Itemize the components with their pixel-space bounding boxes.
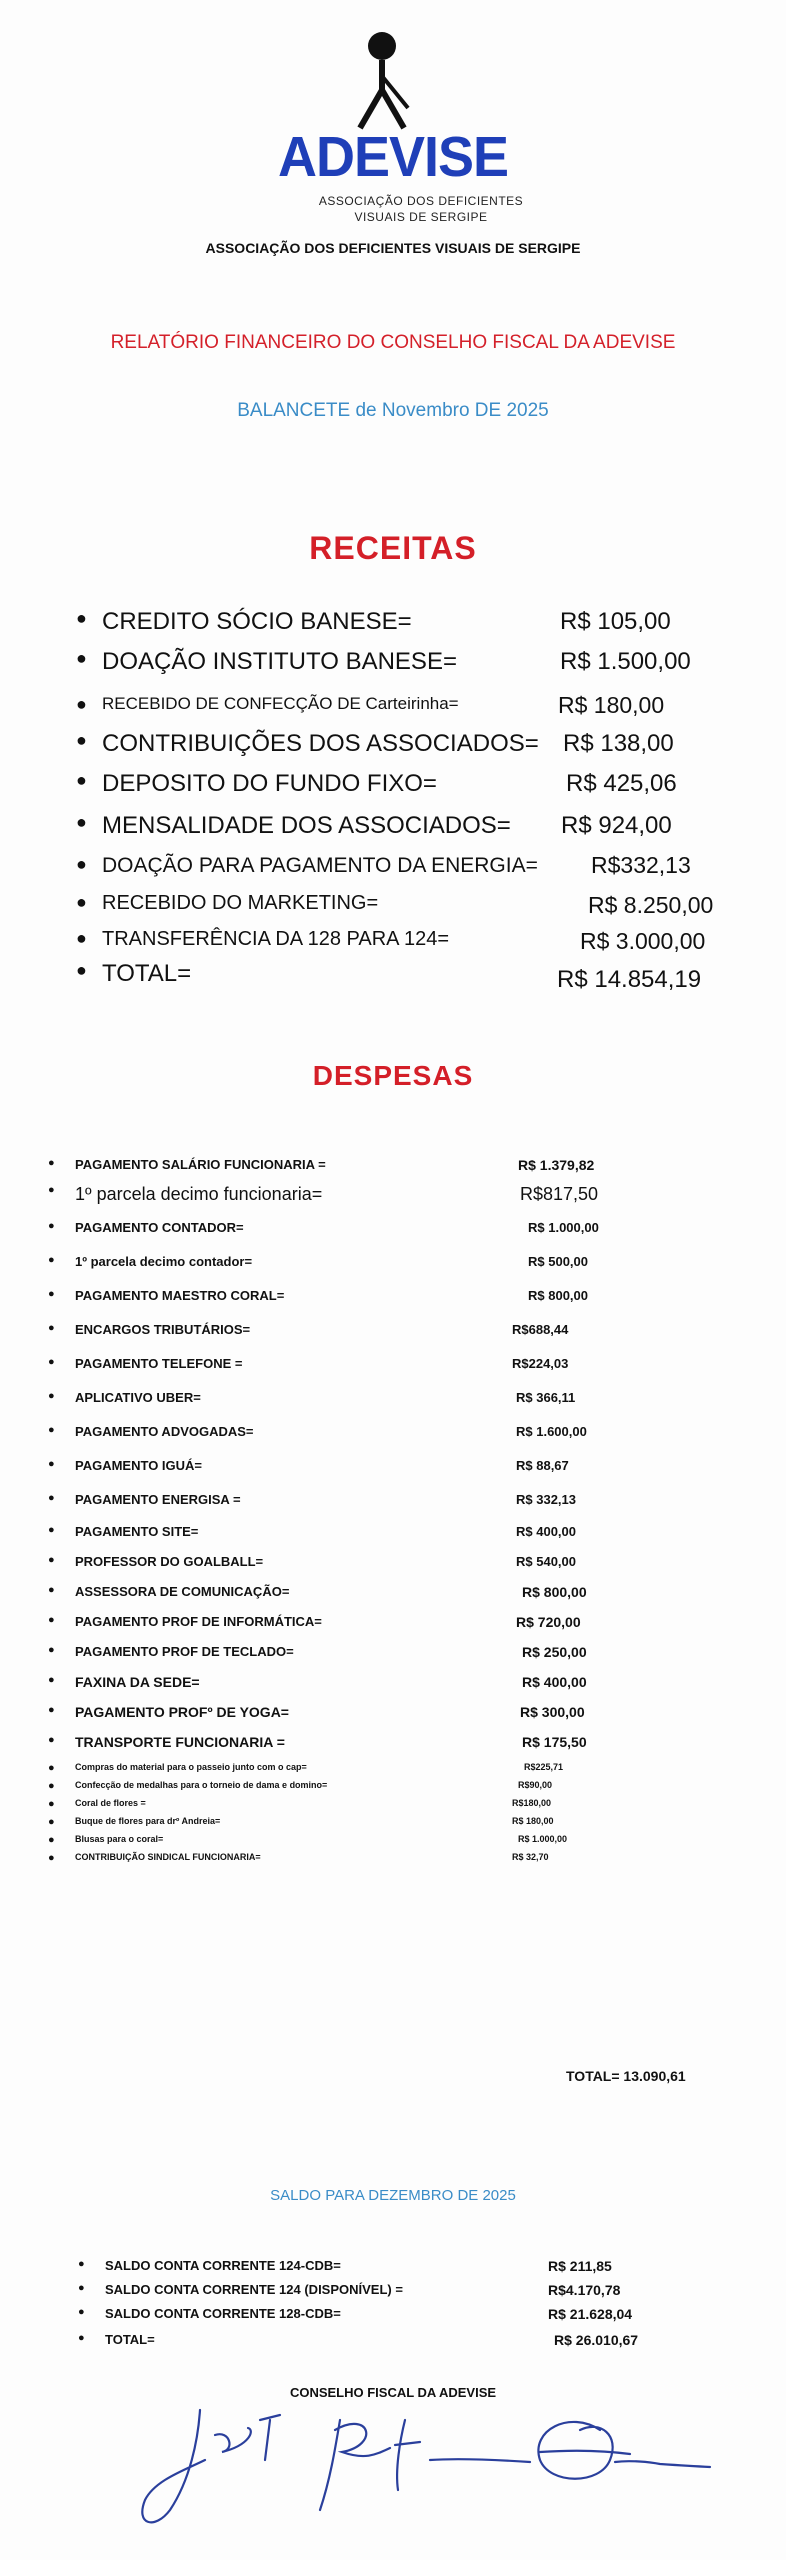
bullet-icon: ● bbox=[48, 1734, 55, 1746]
receita-value: R$332,13 bbox=[591, 852, 691, 878]
bullet-icon: ● bbox=[48, 1762, 55, 1774]
bullet-icon: ● bbox=[48, 1157, 55, 1169]
despesa-value: R$ 180,00 bbox=[512, 1816, 554, 1826]
despesa-label: APLICATIVO UBER= bbox=[75, 1390, 201, 1405]
despesa-label: PAGAMENTO MAESTRO CORAL= bbox=[75, 1288, 285, 1303]
logo-figure-icon bbox=[342, 28, 422, 138]
despesas-heading: DESPESAS bbox=[312, 1060, 474, 1091]
despesa-label: 1º parcela decimo contador= bbox=[75, 1254, 253, 1269]
receita-label: RECEBIDO DO MARKETING= bbox=[102, 892, 379, 914]
despesa-label: CONTRIBUIÇÃO SINDICAL FUNCIONARIA= bbox=[75, 1852, 261, 1862]
bullet-icon: ● bbox=[78, 2282, 85, 2294]
despesa-label: Coral de flores = bbox=[75, 1798, 146, 1808]
bullet-icon: ● bbox=[48, 1458, 55, 1470]
logo-wordmark: ADEVISE bbox=[277, 125, 509, 189]
receita-value: R$ 180,00 bbox=[558, 692, 665, 718]
bullet-icon: ● bbox=[48, 1424, 55, 1436]
despesa-label: FAXINA DA SEDE= bbox=[75, 1674, 200, 1690]
receita-row bbox=[60, 960, 740, 994]
report-title: RELATÓRIO FINANCEIRO DO CONSELHO FISCAL DA ADEVISE bbox=[110, 332, 676, 353]
logo-subtitle-line1: ASSOCIAÇÃO DOS DEFICIENTES bbox=[318, 194, 524, 208]
bullet-icon: ● bbox=[48, 1288, 55, 1300]
bullet-icon: ● bbox=[76, 648, 87, 668]
receita-row bbox=[60, 730, 740, 764]
despesa-label: PAGAMENTO CONTADOR= bbox=[75, 1220, 244, 1235]
saldo-label: SALDO CONTA CORRENTE 128-CDB= bbox=[105, 2306, 341, 2321]
receita-value: R$ 8.250,00 bbox=[588, 892, 714, 918]
bullet-icon: ● bbox=[76, 694, 87, 714]
saldo-value: R$ 211,85 bbox=[548, 2258, 612, 2274]
despesa-label: PROFESSOR DO GOALBALL= bbox=[75, 1554, 264, 1569]
receita-row bbox=[60, 928, 740, 962]
bullet-icon: ● bbox=[48, 1798, 55, 1810]
despesa-value: R$ 1.000,00 bbox=[528, 1220, 599, 1235]
despesa-value: R$ 500,00 bbox=[528, 1254, 588, 1269]
despesa-value: R$224,03 bbox=[512, 1356, 569, 1371]
saldo-label: TOTAL= bbox=[105, 2332, 155, 2347]
receita-label: TOTAL= bbox=[102, 960, 192, 987]
despesa-value: R$ 175,50 bbox=[522, 1734, 587, 1750]
despesa-label: Blusas para o coral= bbox=[75, 1834, 164, 1844]
bullet-icon: ● bbox=[76, 730, 87, 750]
receita-total-value: R$ 14.854,19 bbox=[557, 966, 702, 993]
receita-label: MENSALIDADE DOS ASSOCIADOS= bbox=[102, 812, 511, 839]
organization-name: ASSOCIAÇÃO DOS DEFICIENTES VISUAIS DE SERGIPE bbox=[205, 240, 581, 256]
bullet-icon: ● bbox=[48, 1674, 55, 1686]
receita-label: RECEBIDO DE CONFECÇÃO DE Carteirinha= bbox=[102, 694, 459, 713]
bullet-icon: ● bbox=[78, 2332, 85, 2344]
despesa-value: R$ 800,00 bbox=[528, 1288, 588, 1303]
receita-label: TRANSFERÊNCIA DA 128 PARA 124= bbox=[102, 928, 450, 950]
receita-value: R$ 1.500,00 bbox=[560, 648, 691, 675]
saldo-value: R$4.170,78 bbox=[548, 2282, 621, 2298]
bullet-icon: ● bbox=[48, 1554, 55, 1566]
bullet-icon: ● bbox=[76, 770, 87, 790]
receita-label: DEPOSITO DO FUNDO FIXO= bbox=[102, 770, 437, 797]
bullet-icon: ● bbox=[48, 1780, 55, 1792]
despesa-label: PAGAMENTO PROF DE INFORMÁTICA= bbox=[75, 1614, 322, 1629]
despesa-value: R$ 1.600,00 bbox=[516, 1424, 587, 1439]
despesa-label: ASSESSORA DE COMUNICAÇÃO= bbox=[75, 1584, 290, 1599]
despesa-label: Compras do material para o passeio junto com o cap= bbox=[75, 1762, 307, 1772]
receita-label: DOAÇÃO PARA PAGAMENTO DA ENERGIA= bbox=[102, 854, 538, 877]
bullet-icon: ● bbox=[48, 1492, 55, 1504]
receita-row bbox=[60, 892, 740, 926]
signature-icon bbox=[130, 2390, 730, 2540]
despesa-value: R$ 1.000,00 bbox=[518, 1834, 568, 1844]
despesa-value: R$ 800,00 bbox=[522, 1584, 587, 1600]
bullet-icon: ● bbox=[48, 1220, 55, 1232]
receita-value: R$ 138,00 bbox=[563, 730, 674, 757]
despesa-value: R$688,44 bbox=[512, 1322, 569, 1337]
despesa-value: R$ 32,70 bbox=[512, 1852, 549, 1862]
despesa-value: R$ 88,67 bbox=[516, 1458, 569, 1473]
despesas-total: TOTAL= 13.090,61 bbox=[566, 2068, 686, 2084]
bullet-icon: ● bbox=[76, 812, 87, 832]
receita-label: DOAÇÃO INSTITUTO BANESE= bbox=[102, 648, 457, 675]
bullet-icon: ● bbox=[48, 1390, 55, 1402]
saldo-label: SALDO CONTA CORRENTE 124 (DISPONÍVEL) = bbox=[105, 2282, 403, 2297]
receitas-heading: RECEITAS bbox=[309, 530, 477, 566]
bullet-icon: ● bbox=[48, 1184, 55, 1196]
despesa-value: R$ 1.379,82 bbox=[518, 1157, 595, 1173]
despesa-label: PAGAMENTO SITE= bbox=[75, 1524, 199, 1539]
bullet-icon: ● bbox=[78, 2258, 85, 2270]
despesa-label: 1º parcela decimo funcionaria= bbox=[75, 1184, 323, 1204]
receita-value: R$ 425,06 bbox=[566, 770, 677, 797]
signature-caption: CONSELHO FISCAL DA ADEVISE bbox=[289, 2385, 497, 2400]
saldo-total-value: R$ 26.010,67 bbox=[554, 2332, 639, 2348]
despesa-label: PAGAMENTO IGUÁ= bbox=[75, 1458, 203, 1473]
despesa-label: Buque de flores para drº Andreia= bbox=[75, 1816, 221, 1826]
bullet-icon: ● bbox=[76, 854, 87, 874]
despesa-label: PAGAMENTO TELEFONE = bbox=[75, 1356, 243, 1371]
bullet-icon: ● bbox=[48, 1704, 55, 1716]
bullet-icon: ● bbox=[48, 1614, 55, 1626]
despesa-value: R$180,00 bbox=[512, 1798, 552, 1808]
despesa-value: R$ 332,13 bbox=[516, 1492, 576, 1507]
despesa-value: R$ 400,00 bbox=[516, 1524, 576, 1539]
despesa-value: R$817,50 bbox=[520, 1184, 599, 1204]
bullet-icon: ● bbox=[76, 892, 87, 912]
bullet-icon: ● bbox=[48, 1834, 55, 1846]
bullet-icon: ● bbox=[76, 928, 87, 948]
receita-value: R$ 3.000,00 bbox=[580, 928, 706, 954]
receita-value: R$ 105,00 bbox=[560, 608, 671, 635]
receita-row bbox=[60, 770, 740, 804]
bullet-icon: ● bbox=[48, 1584, 55, 1596]
despesa-label: Confecção de medalhas para o torneio de dama e domino= bbox=[75, 1780, 328, 1790]
despesa-value: R$ 720,00 bbox=[516, 1614, 581, 1630]
bullet-icon: ● bbox=[48, 1322, 55, 1334]
despesa-value: R$ 300,00 bbox=[520, 1704, 585, 1720]
receita-row bbox=[60, 854, 740, 888]
despesa-label: TRANSPORTE FUNCIONARIA = bbox=[75, 1734, 285, 1750]
bullet-icon: ● bbox=[48, 1816, 55, 1828]
despesa-value: R$90,00 bbox=[518, 1780, 553, 1790]
despesa-label: PAGAMENTO ADVOGADAS= bbox=[75, 1424, 254, 1439]
receita-value: R$ 924,00 bbox=[561, 812, 672, 839]
saldo-value: R$ 21.628,04 bbox=[548, 2306, 633, 2322]
despesa-label: ENCARGOS TRIBUTÁRIOS= bbox=[75, 1322, 251, 1337]
bullet-icon: ● bbox=[48, 1644, 55, 1656]
despesa-label: PAGAMENTO PROF DE TECLADO= bbox=[75, 1644, 294, 1659]
bullet-icon: ● bbox=[76, 608, 87, 628]
bullet-icon: ● bbox=[48, 1254, 55, 1266]
receita-row bbox=[60, 608, 740, 642]
despesa-value: R$ 250,00 bbox=[522, 1644, 587, 1660]
despesa-value: R$225,71 bbox=[524, 1762, 564, 1772]
receita-row bbox=[60, 812, 740, 846]
receita-label: CONTRIBUIÇÕES DOS ASSOCIADOS= bbox=[102, 730, 539, 757]
bullet-icon: ● bbox=[48, 1356, 55, 1368]
despesa-value: R$ 400,00 bbox=[522, 1674, 587, 1690]
bullet-icon: ● bbox=[48, 1852, 55, 1864]
bullet-icon: ● bbox=[78, 2306, 85, 2318]
saldo-heading: SALDO PARA DEZEMBRO DE 2025 bbox=[270, 2187, 516, 2204]
receita-label: CREDITO SÓCIO BANESE= bbox=[102, 608, 412, 635]
receita-row bbox=[60, 694, 740, 728]
bullet-icon: ● bbox=[48, 1524, 55, 1536]
bullet-icon: ● bbox=[76, 960, 87, 980]
receita-row bbox=[60, 648, 740, 682]
logo-subtitle-line2: VISUAIS DE SERGIPE bbox=[354, 210, 488, 224]
saldo-label: SALDO CONTA CORRENTE 124-CDB= bbox=[105, 2258, 341, 2273]
despesa-value: R$ 366,11 bbox=[516, 1390, 576, 1405]
despesa-value: R$ 540,00 bbox=[516, 1554, 576, 1569]
despesa-label: PAGAMENTO PROFº DE YOGA= bbox=[75, 1704, 289, 1720]
despesa-label: PAGAMENTO SALÁRIO FUNCIONARIA = bbox=[75, 1157, 326, 1172]
despesa-label: PAGAMENTO ENERGISA = bbox=[75, 1492, 241, 1507]
report-subtitle: BALANCETE de Novembro DE 2025 bbox=[237, 400, 549, 421]
